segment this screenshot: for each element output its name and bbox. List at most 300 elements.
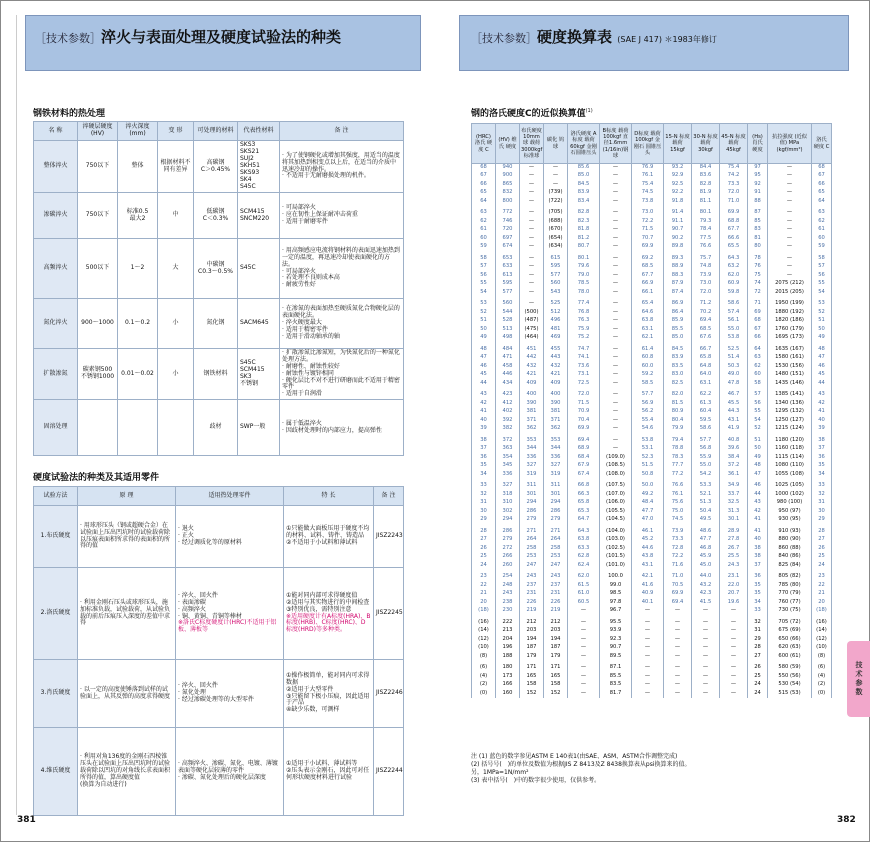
conv-cell: 33 — [472, 482, 496, 491]
conv-cell: 37 — [472, 445, 496, 454]
conv-cell: 237 — [520, 582, 544, 591]
conv-cell: 865 — [496, 181, 520, 190]
conv-cell: 44.0 — [692, 573, 720, 582]
conv-cell: (107.0) — [600, 491, 632, 500]
conv-cell: 69.9 — [632, 243, 664, 252]
conv-cell: 22 — [812, 582, 832, 591]
conv-cell: 34 — [812, 471, 832, 480]
conv-cell: 253 — [544, 553, 568, 562]
conv-cell: 55 — [472, 280, 496, 289]
conv-cell: 51 — [748, 437, 768, 446]
conv-cell: 40 — [472, 417, 496, 426]
conv-cell: (16) — [472, 619, 496, 628]
conv-cell: 87 — [748, 209, 768, 218]
conv-cell: 92.2 — [664, 189, 692, 198]
conv-cell: 56 — [812, 272, 832, 281]
conv-cell: (487) — [520, 317, 544, 326]
treatment-name: 高频淬火 — [34, 239, 78, 299]
t2-header-cell: 特 长 — [284, 487, 374, 506]
table-row — [34, 299, 404, 349]
conv-cell: 60.8 — [632, 354, 664, 363]
table-row — [34, 660, 404, 728]
table-cell: · 高频淬火、渗碳、氮化、电镀、薄镀表面等硬化层较薄的零件 · 渗碳、氮化处理后的硬化层深度 — [176, 728, 284, 816]
conv-cell: 62 — [748, 363, 768, 372]
conv-cell: 44.6 — [632, 545, 664, 554]
conv-cell: 53.8 — [632, 437, 664, 446]
conv-cell: 89.8 — [664, 243, 692, 252]
t1-header-cell: 淬硬层硬度 (HV) — [78, 122, 118, 141]
conv-cell: 49.0 — [720, 371, 748, 380]
table-cell: 氮化钢 — [194, 299, 238, 349]
conv-cell: — — [600, 334, 632, 343]
conv-cell: — — [600, 326, 632, 335]
conv-cell: (0) — [472, 690, 496, 699]
conv-cell: 32 — [748, 619, 768, 628]
conv-cell: 88 — [748, 198, 768, 207]
conv-cell: 66.9 — [632, 280, 664, 289]
conv-cell: (105.5) — [600, 508, 632, 517]
conv-cell: 66 — [748, 334, 768, 343]
conv-cell: 446 — [496, 371, 520, 380]
conv-cell: — — [600, 172, 632, 181]
conversion-row — [472, 363, 832, 372]
right-title-tag: ［技术参数］ — [471, 32, 537, 45]
conv-cell: 95.5 — [600, 619, 632, 628]
side-tab-label: 技术参数 — [855, 661, 863, 697]
conv-cell: 243 — [520, 573, 544, 582]
conv-cell: 67.6 — [692, 334, 720, 343]
conv-cell: 237 — [544, 582, 568, 591]
conv-cell: 27 — [472, 536, 496, 545]
conv-cell: 47 — [748, 471, 768, 480]
conv-cell: — — [568, 644, 600, 653]
conv-cell: 595 — [496, 280, 520, 289]
conv-cell: 92.3 — [600, 636, 632, 645]
conv-cell: 25 — [812, 553, 832, 562]
conv-cell: 1250 (127) — [768, 417, 812, 426]
conv-cell: 746 — [496, 218, 520, 227]
conv-cell: 231 — [520, 590, 544, 599]
conv-cell: 188 — [496, 653, 520, 662]
conv-cell: 47 — [812, 354, 832, 363]
conv-cell: 50.4 — [692, 508, 720, 517]
t1-header-cell: 名 称 — [34, 122, 78, 141]
table-cell: · 淬火、回火件 · 氮化处理 · 经过渗碳处理等的大型零件 — [176, 660, 284, 728]
conv-cell: 253 — [520, 553, 544, 562]
conv-cell: 72.0 — [568, 391, 600, 400]
conv-cell: 78.0 — [568, 289, 600, 298]
conversion-row — [472, 300, 832, 309]
conv-cell: 577 — [544, 272, 568, 281]
conversion-row — [472, 354, 832, 363]
conv-cell: 46.1 — [632, 528, 664, 537]
conv-cell: 45 — [812, 371, 832, 380]
conv-cell: 64.6 — [632, 309, 664, 318]
table-cell: SWP一般 — [238, 400, 280, 456]
conv-cell: 196 — [496, 644, 520, 653]
conv-cell: 363 — [496, 445, 520, 454]
conv-header-cell: 洛氏 硬度 C — [812, 124, 832, 164]
conv-cell: 20.7 — [720, 590, 748, 599]
conv-cell: 39.6 — [720, 445, 748, 454]
conv-cell: 1635 (167) — [768, 346, 812, 355]
conv-cell: 71.2 — [692, 300, 720, 309]
conv-cell: — — [720, 681, 748, 690]
table-cell: JISZ2245 — [374, 568, 404, 660]
conv-cell: 46 — [812, 363, 832, 372]
conv-cell: 41 — [748, 528, 768, 537]
conv-header-cell: 布氏硬度 10mm球 载荷3000kgf 标准球 — [520, 124, 544, 164]
conv-cell: — — [600, 189, 632, 198]
conv-cell: 730 (75) — [768, 607, 812, 616]
conv-cell: 86.9 — [664, 300, 692, 309]
conv-cell: 37.2 — [720, 462, 748, 471]
conv-cell: — — [600, 181, 632, 190]
conv-cell: 74.2 — [720, 172, 748, 181]
conv-cell: 40.1 — [632, 599, 664, 608]
conv-cell: (705) — [544, 209, 568, 218]
conv-cell: 56.9 — [632, 400, 664, 409]
table-cell: 整体 — [118, 141, 158, 193]
conv-cell: 311 — [520, 482, 544, 491]
conv-cell: 48 — [748, 462, 768, 471]
t2-header-cell: 原 理 — [78, 487, 176, 506]
conv-cell: 54 — [812, 289, 832, 298]
conv-cell: 35 — [472, 462, 496, 471]
conv-cell: 620 (63) — [768, 644, 812, 653]
conversion-row — [472, 653, 832, 662]
conv-cell: 22 — [472, 582, 496, 591]
conv-cell: 760 (77) — [768, 599, 812, 608]
conversion-row — [472, 391, 832, 400]
conv-cell: 272 — [496, 545, 520, 554]
conversion-row — [472, 528, 832, 537]
conv-cell: 75.9 — [568, 326, 600, 335]
footnote-line: (3) 表中括号( )中的数字很少使用，仅供参考。 — [471, 777, 601, 785]
conv-cell: 90.7 — [664, 226, 692, 235]
conv-cell: 77.4 — [568, 300, 600, 309]
conv-cell: 69.2 — [632, 255, 664, 264]
conv-cell: — — [768, 209, 812, 218]
conv-cell: 650 (66) — [768, 636, 812, 645]
conv-cell: 543 — [544, 289, 568, 298]
conv-cell: 179 — [520, 653, 544, 662]
conv-cell: (6) — [472, 664, 496, 673]
conversion-row — [472, 226, 832, 235]
conv-cell: 158 — [544, 681, 568, 690]
conv-cell: 28 — [812, 528, 832, 537]
left-title-text: 淬火与表面处理及硬度试验法的种类 — [101, 28, 342, 46]
conv-cell: (2) — [472, 681, 496, 690]
conv-cell: 70.7 — [632, 235, 664, 244]
conv-cell: 50.8 — [632, 471, 664, 480]
conv-cell: 50.0 — [632, 482, 664, 491]
conv-cell: — — [600, 198, 632, 207]
conv-cell: 29 — [748, 636, 768, 645]
conv-cell: — — [632, 653, 664, 662]
conv-cell: — — [520, 263, 544, 272]
conv-cell: 75 — [748, 272, 768, 281]
conv-cell: 720 — [496, 226, 520, 235]
conv-cell: 55.0 — [720, 326, 748, 335]
conv-cell: 279 — [496, 536, 520, 545]
conv-cell: 43.8 — [632, 553, 664, 562]
conv-cell: 60 — [472, 235, 496, 244]
conv-cell: 29 — [472, 516, 496, 525]
conv-cell: 1435 (146) — [768, 380, 812, 389]
conv-cell: — — [632, 636, 664, 645]
conv-cell: 550 (56) — [768, 673, 812, 682]
conv-cell: 81.8 — [568, 226, 600, 235]
conv-cell: (109.0) — [600, 454, 632, 463]
conversion-row — [472, 243, 832, 252]
conv-cell: 80 — [748, 243, 768, 252]
conv-cell: 80.7 — [568, 243, 600, 252]
conv-cell: 90.7 — [600, 644, 632, 653]
conv-cell: 212 — [544, 619, 568, 628]
conv-cell: — — [720, 673, 748, 682]
conv-cell: 59 — [812, 243, 832, 252]
conv-cell: — — [720, 653, 748, 662]
conv-cell: 35 — [812, 462, 832, 471]
conversion-row — [472, 280, 832, 289]
conv-cell: 74.7 — [568, 346, 600, 355]
conv-cell: 212 — [520, 619, 544, 628]
conv-cell: 805 (82) — [768, 573, 812, 582]
conv-cell: 560 — [496, 300, 520, 309]
conv-cell: 62 — [812, 218, 832, 227]
conv-cell: 49 — [472, 334, 496, 343]
table-cell: 小 — [158, 299, 194, 349]
conv-cell: 530 (54) — [768, 681, 812, 690]
conv-cell: 66 — [812, 181, 832, 190]
conv-cell: 38 — [472, 437, 496, 446]
conv-cell: 327 — [520, 462, 544, 471]
conv-cell: 800 — [496, 198, 520, 207]
conv-cell: 279 — [520, 516, 544, 525]
conv-cell: 95 — [748, 172, 768, 181]
section-hardness-tests: 硬度试验法的种类及其适用零件 — [33, 473, 160, 483]
conversion-row — [472, 172, 832, 181]
conv-cell: 301 — [520, 491, 544, 500]
conv-cell: 64.8 — [692, 363, 720, 372]
conv-cell: 45 — [472, 371, 496, 380]
conv-cell: 219 — [520, 607, 544, 616]
table-cell: JISZ2244 — [374, 728, 404, 816]
table-cell: 750以下 — [78, 141, 118, 193]
conv-cell: — — [600, 400, 632, 409]
conversion-row — [472, 673, 832, 682]
conv-cell: 41 — [748, 516, 768, 525]
conv-cell: 85.5 — [600, 673, 632, 682]
conv-cell: 65.8 — [568, 499, 600, 508]
conv-cell: 71.0 — [720, 198, 748, 207]
conv-cell: 32 — [472, 491, 496, 500]
conv-cell: — — [720, 627, 748, 636]
conversion-row — [472, 380, 832, 389]
conv-cell: 75.0 — [664, 508, 692, 517]
conv-cell: 43.1 — [720, 417, 748, 426]
conv-cell: 70.9 — [568, 408, 600, 417]
conv-cell: 27.8 — [720, 536, 748, 545]
conv-header-cell: 30-N 标度 载荷30kgf — [692, 124, 720, 164]
conv-cell: (12) — [472, 636, 496, 645]
conv-cell: 41.6 — [632, 582, 664, 591]
conv-cell: 785 (80) — [768, 582, 812, 591]
conv-cell: 455 — [544, 346, 568, 355]
conv-cell: 70.2 — [692, 309, 720, 318]
table-cell: · 用高频感应电流将钢材料的表面迅速加热到一定的温度，再迅速冷却使表面硬化的方法。 · 可局部淬火 · 若处理不良则成本高 · 耐疲劳性好 — [280, 239, 404, 299]
conv-cell: 89.3 — [664, 255, 692, 264]
conv-cell: 36.1 — [720, 471, 748, 480]
conv-cell: 61 — [812, 226, 832, 235]
conversion-row — [472, 545, 832, 554]
conv-cell: 58.6 — [720, 300, 748, 309]
conv-cell: 97.8 — [600, 599, 632, 608]
treatment-name: 固溶处理 — [34, 400, 78, 456]
conv-cell: 61 — [472, 226, 496, 235]
conv-cell: — — [600, 226, 632, 235]
conv-cell: 226 — [544, 599, 568, 608]
footnote-line: 注 (1) 蓝色的数字参见ASTM E 140表1(由SAE、ASM、ASTM合作调整完成) — [471, 753, 678, 760]
footnote-line: (2) 括号号( )的单位及数值为根据JIS Z 8413及Z 8438换算表从psi换算来的值。 — [471, 761, 691, 769]
conv-cell: 80.9 — [664, 408, 692, 417]
conv-cell: — — [600, 437, 632, 446]
conv-cell: — — [632, 690, 664, 699]
conv-cell: 72.0 — [720, 189, 748, 198]
table-cell: 标准0.5 最大2 — [118, 193, 158, 239]
conv-cell: 68.5 — [692, 326, 720, 335]
right-title — [471, 26, 717, 47]
conv-cell: 59.2 — [632, 371, 664, 380]
conv-cell: 67.9 — [568, 462, 600, 471]
conv-cell: 59.5 — [692, 417, 720, 426]
conv-cell: 28 — [472, 528, 496, 537]
table-cell: SCM415 SNCM220 — [238, 193, 280, 239]
side-tab[interactable] — [847, 641, 870, 717]
conv-cell: 58 — [472, 255, 496, 264]
t2-header-cell: 适用热处理零件 — [176, 487, 284, 506]
conv-cell: — — [520, 300, 544, 309]
conv-cell: 52 — [812, 309, 832, 318]
conv-cell: 390 — [544, 400, 568, 409]
conv-cell: 402 — [496, 408, 520, 417]
conv-cell: — — [720, 644, 748, 653]
conv-cell: 63.2 — [720, 263, 748, 272]
conv-cell: 78.4 — [692, 226, 720, 235]
conv-cell: 67.7 — [720, 226, 748, 235]
conv-cell: 633 — [496, 263, 520, 272]
conv-cell: 70.4 — [568, 417, 600, 426]
conv-cell: — — [692, 619, 720, 628]
conversion-row — [472, 334, 832, 343]
conv-cell: 85.0 — [664, 334, 692, 343]
conv-cell: 64.7 — [568, 516, 600, 525]
t1-header-cell: 淬火深度 (mm) — [118, 122, 158, 141]
conv-cell: 421 — [520, 371, 544, 380]
table-row — [34, 728, 404, 816]
conv-cell: 92.5 — [664, 181, 692, 190]
conv-cell: 498 — [496, 334, 520, 343]
conv-cell: 44 — [472, 380, 496, 389]
table-cell: · 可局部淬火 · 应在韧性上保证耐冲击荷重 · 适用于耐磨零件 — [280, 193, 404, 239]
conv-cell: 88.3 — [664, 272, 692, 281]
conv-cell: 860 (88) — [768, 545, 812, 554]
conv-cell: 44 — [812, 380, 832, 389]
conv-cell: 86.4 — [664, 309, 692, 318]
conv-cell: 50 — [472, 326, 496, 335]
conv-cell: 41 — [812, 408, 832, 417]
conv-cell: (8) — [472, 653, 496, 662]
conv-cell: 51 — [472, 317, 496, 326]
conv-cell: 63.8 — [632, 317, 664, 326]
conv-cell: 204 — [496, 636, 520, 645]
conv-cell: 1080 (110) — [768, 462, 812, 471]
conv-cell: 91.1 — [664, 218, 692, 227]
conv-cell: — — [692, 681, 720, 690]
conv-cell: 2015 (205) — [768, 289, 812, 298]
conversion-row — [472, 408, 832, 417]
conv-cell: 64.3 — [720, 255, 748, 264]
conv-cell: (104.5) — [600, 516, 632, 525]
conv-cell: 61.4 — [632, 346, 664, 355]
conv-cell: — — [600, 235, 632, 244]
conv-cell: 68.4 — [568, 454, 600, 463]
conv-cell: 39 — [472, 425, 496, 434]
conv-cell: 950 (97) — [768, 508, 812, 517]
conv-cell: — — [600, 263, 632, 272]
conv-header-cell: 碳化 钨球 — [544, 124, 568, 164]
conv-cell: (464) — [520, 334, 544, 343]
conv-cell: — — [692, 664, 720, 673]
conv-cell: 80.4 — [664, 417, 692, 426]
left-margin-line — [16, 15, 17, 815]
conv-cell: 65.4 — [632, 300, 664, 309]
conv-cell: 24 — [748, 690, 768, 699]
conv-cell: 87.4 — [664, 289, 692, 298]
conv-header-cell: 45-N 标度 载荷45kgf — [720, 124, 748, 164]
conv-cell: 38.4 — [720, 454, 748, 463]
conv-header-cell: (HV) 维氏 硬度 — [496, 124, 520, 164]
conv-cell: 71.5 — [632, 226, 664, 235]
conv-cell: 85.5 — [664, 326, 692, 335]
conv-cell: 85 — [748, 218, 768, 227]
conv-cell: 51.3 — [692, 499, 720, 508]
conv-cell: — — [600, 280, 632, 289]
conv-cell: 213 — [496, 627, 520, 636]
conv-cell: 51.4 — [720, 354, 748, 363]
conv-cell: 63 — [748, 354, 768, 363]
conv-cell: — — [600, 408, 632, 417]
section-conversion — [471, 106, 593, 119]
conv-cell: 60.5 — [568, 599, 600, 608]
conv-cell: — — [664, 636, 692, 645]
conversion-row — [472, 681, 832, 690]
conv-cell: 41.9 — [720, 425, 748, 434]
conv-cell: — — [600, 209, 632, 218]
conv-cell: 99.0 — [600, 582, 632, 591]
treatment-name: 整体淬火 — [34, 141, 78, 193]
conv-cell: 38 — [748, 553, 768, 562]
conv-cell: 68 — [748, 317, 768, 326]
conv-cell: 481 — [544, 326, 568, 335]
conv-cell: 66.3 — [568, 491, 600, 500]
table-cell: ①适用于小试料、薄试料等 ②压头表示金刚石，因此可对任何形状硬度材料进行试验 — [284, 728, 374, 816]
conv-cell: 84.4 — [692, 164, 720, 173]
conv-cell: 432 — [520, 363, 544, 372]
conv-cell: 19.6 — [720, 599, 748, 608]
conv-cell: 73.3 — [664, 536, 692, 545]
